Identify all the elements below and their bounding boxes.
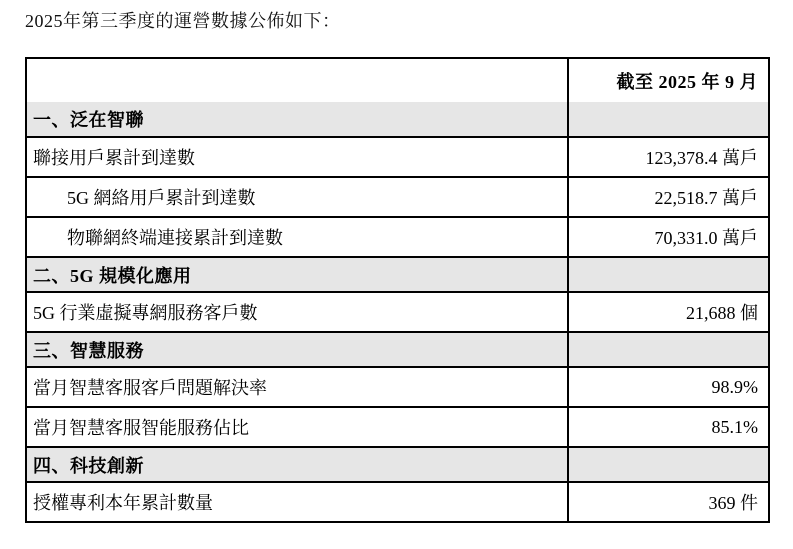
section-label: 一、泛在智聯 xyxy=(26,102,568,137)
section-value-blank xyxy=(568,447,769,482)
section-value-blank xyxy=(568,332,769,367)
section-row-smart-services xyxy=(26,332,769,367)
metric-label: 5G 行業虛擬專網服務客戶數 xyxy=(26,292,568,332)
table-row-granted-patents xyxy=(26,482,769,522)
metric-label: 物聯網終端連接累計到達數 xyxy=(26,217,568,257)
section-value-blank xyxy=(568,102,769,137)
metric-label: 5G 網絡用戶累計到達數 xyxy=(26,177,568,217)
section-row-technology-innovation xyxy=(26,447,769,482)
section-row-5g-applications xyxy=(26,257,769,292)
metric-label: 當月智慧客服智能服務佔比 xyxy=(26,407,568,447)
table-row-problem-resolution-rate xyxy=(26,367,769,407)
table-row-5g-subscribers xyxy=(26,177,769,217)
section-row-ubiquitous-connectivity xyxy=(26,102,769,137)
table-row-total-connections xyxy=(26,137,769,177)
report-intro-text: 2025年第三季度的運營數據公佈如下： xyxy=(25,11,341,31)
metric-column-header xyxy=(26,58,568,102)
section-value-blank xyxy=(568,257,769,292)
metric-value: 98.9% xyxy=(568,367,769,407)
section-label: 三、智慧服務 xyxy=(26,332,568,367)
metric-label: 當月智慧客服客戶問題解決率 xyxy=(26,367,568,407)
metric-label: 授權專利本年累計數量 xyxy=(26,482,568,522)
as-of-date-column-header: 截至 2025 年 9 月 xyxy=(568,58,769,102)
table-row-iot-terminals xyxy=(26,217,769,257)
table-header-row xyxy=(26,58,769,102)
table-row-intelligent-service-ratio xyxy=(26,407,769,447)
metric-value: 22,518.7 萬戶 xyxy=(568,177,769,217)
metric-value: 70,331.0 萬戶 xyxy=(568,217,769,257)
metric-value: 21,688 個 xyxy=(568,292,769,332)
section-label: 四、科技創新 xyxy=(26,447,568,482)
metric-label: 聯接用戶累計到達數 xyxy=(26,137,568,177)
section-label: 二、5G 規模化應用 xyxy=(26,257,568,292)
metric-value: 85.1% xyxy=(568,407,769,447)
metric-value: 123,378.4 萬戶 xyxy=(568,137,769,177)
operating-data-table xyxy=(25,57,770,523)
metric-value: 369 件 xyxy=(568,482,769,522)
table-row-5g-private-network-customers xyxy=(26,292,769,332)
